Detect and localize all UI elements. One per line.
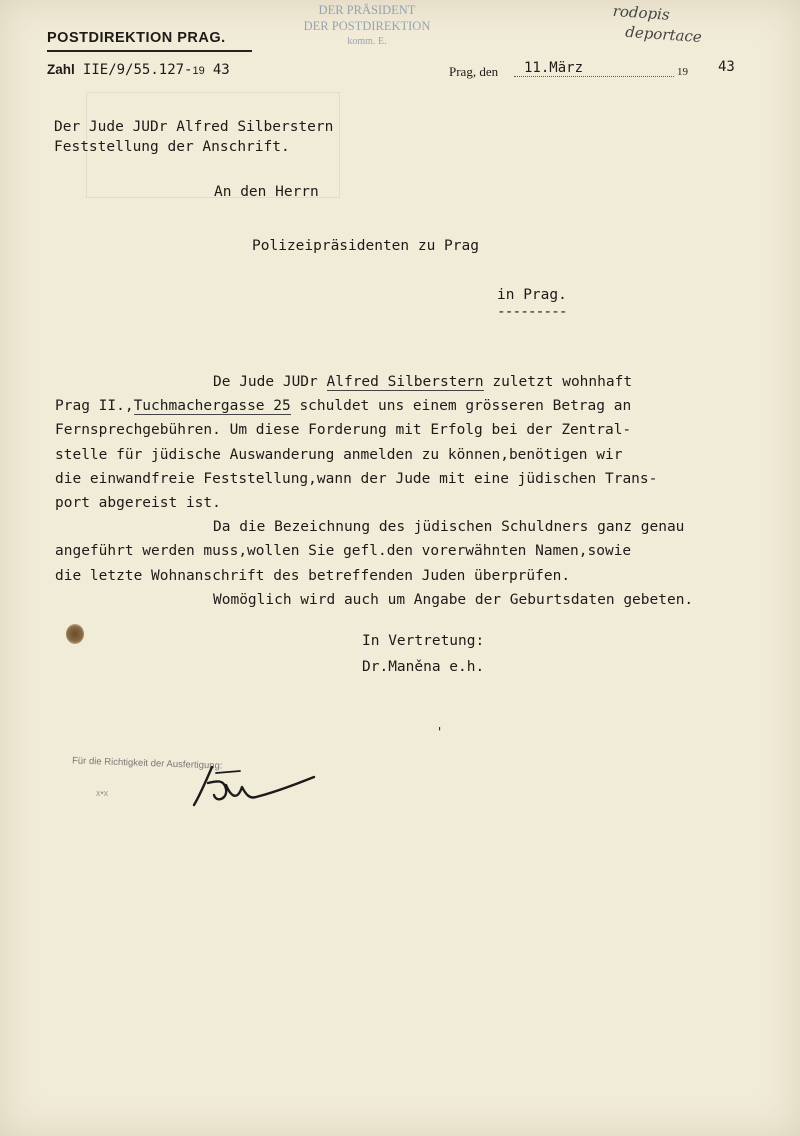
body-line (55, 588, 775, 612)
subject-line-1: Der Jude JUDr Alfred Silberstern (54, 119, 334, 135)
body-text: De (213, 374, 231, 390)
subject-block (54, 117, 333, 157)
certification-text: Für die Richtigkeit der Ausfertigung: (71, 755, 223, 772)
body-line: die letzte Wohnanschrift des betreffenden Juden überprüfen. (55, 567, 571, 584)
body-line (55, 394, 775, 418)
body-text: zuletzt wohnhaft (483, 374, 633, 390)
underlined-street: Tuchmachergasse 25 (133, 398, 291, 415)
reference-number (47, 62, 230, 78)
subject-line-2: Feststellung der Anschrift. (54, 139, 290, 155)
body-text: gebeten. (623, 591, 694, 608)
body-line: Fernsprechgebühren. Um diese Forderung mit Erfolg bei der Zentral- (55, 422, 632, 439)
body-text: jüdischen (508, 470, 605, 487)
underlined-name: Alfred Silberstern (326, 374, 484, 390)
letterhead-rule (47, 50, 252, 52)
stamp-line-2: DER POSTDIREKTION (303, 19, 431, 33)
body-line: Da die Bezeichnung des jüdischen Schuldners ganz genau (213, 519, 685, 536)
handwritten-note-line-1: rodopis (612, 1, 671, 24)
body-text: Prag II., (55, 398, 134, 415)
ink-stain (66, 624, 84, 644)
recipient: Polizeipräsidenten zu Prag (252, 238, 479, 254)
closing-block (362, 628, 484, 680)
tick-mark: ' (436, 725, 444, 739)
body-text: Trans- (604, 470, 658, 487)
body-text: die einwandfreie Feststellung,wann der Jude mit eine (55, 470, 509, 487)
body-line (55, 467, 775, 491)
letter-body (55, 370, 775, 612)
dateline-dotted-line (514, 76, 674, 77)
body-text: Jude JUDr (230, 374, 327, 390)
dateline-place: Prag, den (449, 64, 499, 79)
body-line: stelle für jüdische Auswanderung anmelden zu können,benötigen wir (55, 446, 623, 463)
letterhead-office: POSTDIREKTION PRAG. (47, 30, 226, 46)
recipient-city-underline: --------- (497, 304, 567, 320)
closing-line-1: In Vertretung: (362, 633, 485, 649)
salutation: An den Herrn (214, 184, 319, 200)
handwritten-signature (186, 755, 326, 815)
dateline-year-prefix: 19 (677, 66, 688, 78)
body-line: angeführt werden muss,wollen Sie gefl.den vorerwähnten Namen,sowie (55, 543, 632, 560)
stamp-line-1: DER PRÄSIDENT (318, 3, 416, 17)
handwritten-note-line-2: deportace (624, 22, 703, 47)
recipient-city: in Prag. (497, 287, 567, 303)
certification-mark: x•x (96, 788, 109, 798)
reference-year: 43 (212, 62, 230, 78)
closing-line-2: Dr.Maněna e.h. (362, 659, 485, 675)
reference-label: Zahl (47, 62, 75, 77)
dateline-year: 43 (718, 59, 735, 75)
body-text: Womöglich wird auch um Angabe der Geburtsdaten (213, 591, 624, 608)
body-line (55, 370, 775, 394)
body-text: schuldet uns einem grösseren Betrag an (290, 398, 632, 415)
body-line: port abgereist ist. (55, 494, 221, 511)
reference-year-prefix: 19 (192, 65, 205, 77)
received-stamp (282, 2, 452, 50)
handwritten-note (611, 1, 704, 47)
stamp-line-3: komm. E. (347, 36, 387, 47)
reference-value: IIE/9/55.127- (82, 62, 193, 78)
dateline-date: 11.März (524, 60, 584, 76)
